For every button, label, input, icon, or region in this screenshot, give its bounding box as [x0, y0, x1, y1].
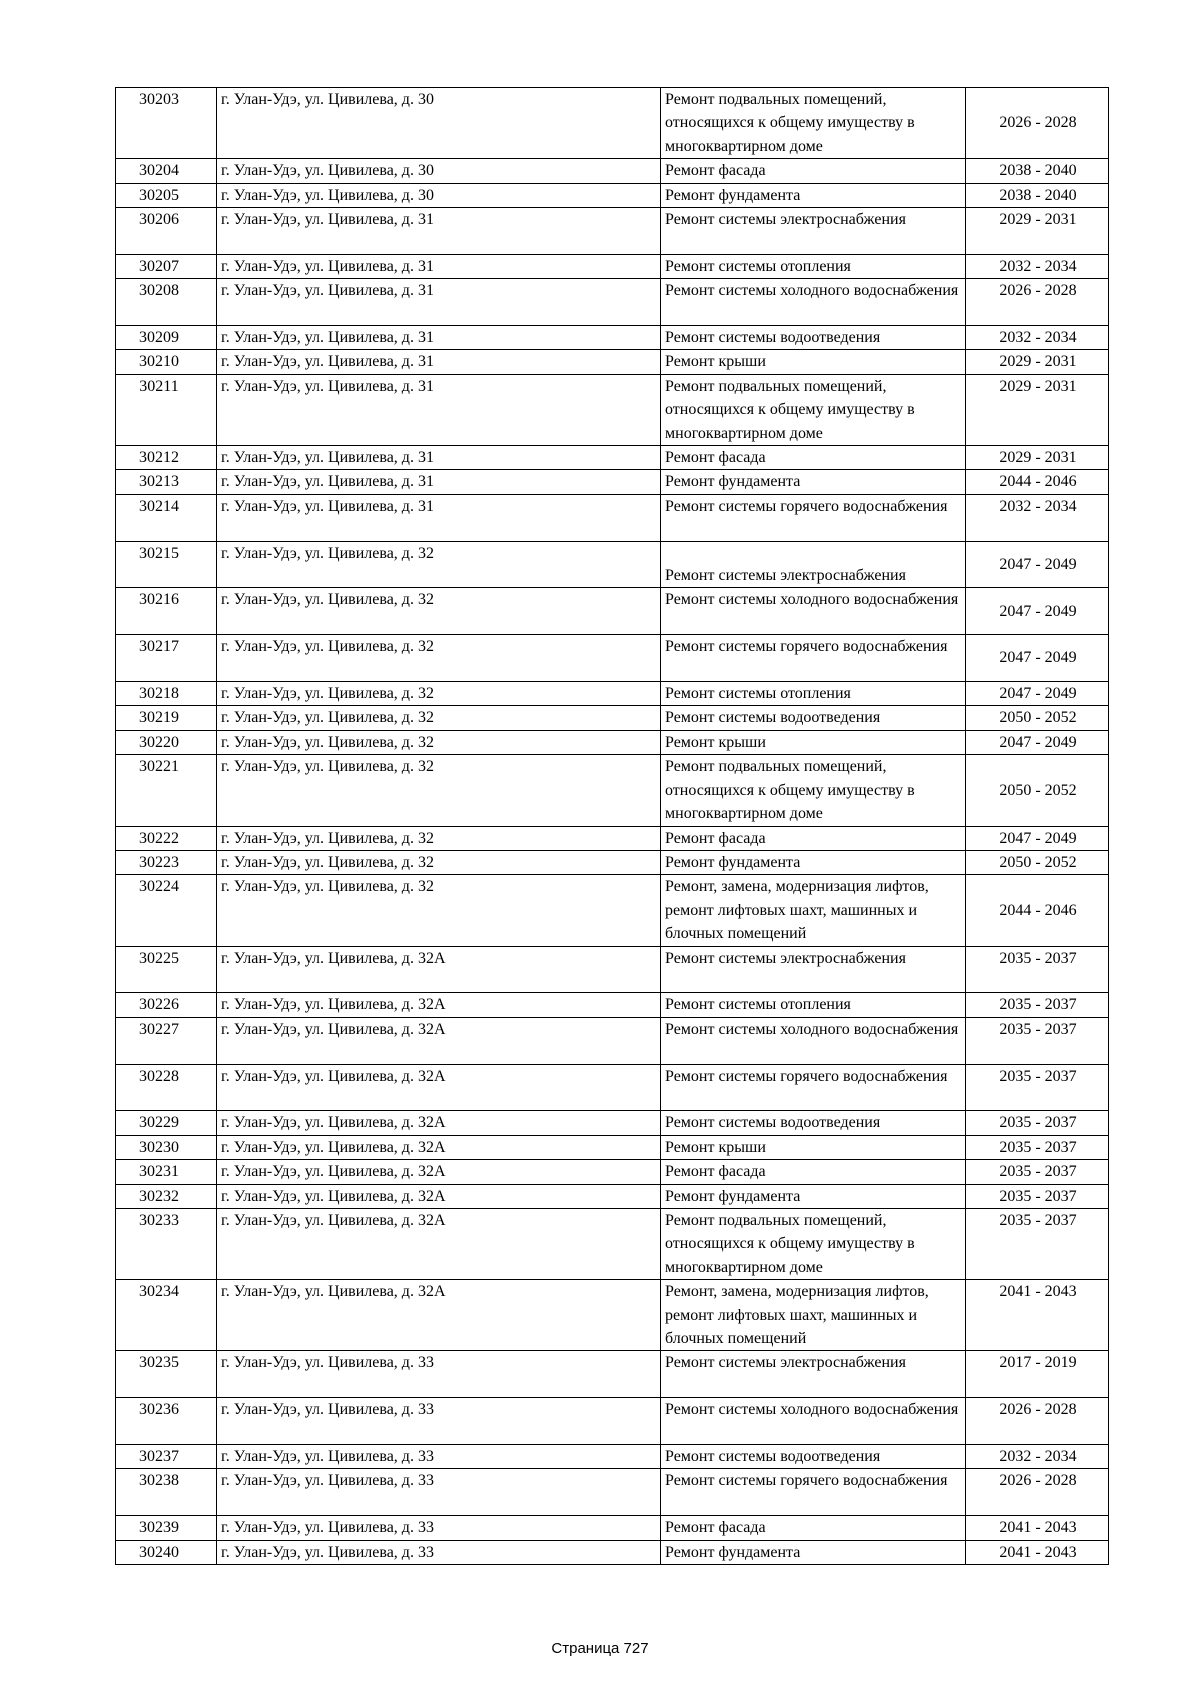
table-row [116, 326, 1109, 350]
work-type-cell: Ремонт системы горячего водоснабжения [661, 635, 966, 682]
period-cell: 2047 - 2049 [966, 730, 1109, 754]
work-type-cell: Ремонт системы горячего водоснабжения [661, 1064, 966, 1111]
work-type-cell: Ремонт фасада [661, 1160, 966, 1184]
table-row [116, 1208, 1109, 1279]
period-cell: 2041 - 2043 [966, 1516, 1109, 1540]
row-id-cell: 30226 [116, 993, 217, 1017]
row-id-cell: 30236 [116, 1398, 217, 1445]
address-cell: г. Улан-Удэ, ул. Цивилева, д. 32 [217, 682, 661, 706]
address-cell: г. Улан-Удэ, ул. Цивилева, д. 31 [217, 446, 661, 470]
period-cell: 2035 - 2037 [966, 993, 1109, 1017]
period-cell: 2044 - 2046 [966, 875, 1109, 946]
period-cell: 2029 - 2031 [966, 208, 1109, 255]
row-id-cell: 30222 [116, 826, 217, 850]
row-id-cell: 30229 [116, 1111, 217, 1135]
period-cell: 2047 - 2049 [966, 682, 1109, 706]
period-cell: 2050 - 2052 [966, 755, 1109, 826]
table-row [116, 706, 1109, 730]
address-cell: г. Улан-Удэ, ул. Цивилева, д. 32А [217, 1280, 661, 1351]
period-cell: 2026 - 2028 [966, 1398, 1109, 1445]
row-id-cell: 30211 [116, 374, 217, 445]
table-row [116, 183, 1109, 207]
table-row [116, 1111, 1109, 1135]
work-type-cell: Ремонт фундамента [661, 1184, 966, 1208]
table-body [116, 88, 1109, 1565]
row-id-cell: 30231 [116, 1160, 217, 1184]
table-row [116, 1469, 1109, 1516]
period-cell: 2032 - 2034 [966, 326, 1109, 350]
work-type-cell: Ремонт системы электроснабжения [661, 1351, 966, 1398]
address-cell: г. Улан-Удэ, ул. Цивилева, д. 30 [217, 88, 661, 159]
address-cell: г. Улан-Удэ, ул. Цивилева, д. 32 [217, 635, 661, 682]
period-cell: 2038 - 2040 [966, 159, 1109, 183]
work-type-cell: Ремонт подвальных помещений, относящихся к общему имуществу в многоквартирном доме [661, 1208, 966, 1279]
period-cell: 2029 - 2031 [966, 350, 1109, 374]
address-cell: г. Улан-Удэ, ул. Цивилева, д. 32А [217, 993, 661, 1017]
period-cell: 2035 - 2037 [966, 1111, 1109, 1135]
row-id-cell: 30233 [116, 1208, 217, 1279]
table-row [116, 1516, 1109, 1540]
work-type-cell: Ремонт фундамента [661, 1540, 966, 1564]
table-row [116, 254, 1109, 278]
row-id-cell: 30212 [116, 446, 217, 470]
work-type-cell: Ремонт, замена, модернизация лифтов, ремонт лифтовых шахт, машинных и блочных помещений [661, 875, 966, 946]
work-type-cell: Ремонт системы электроснабжения [661, 541, 966, 588]
row-id-cell: 30234 [116, 1280, 217, 1351]
work-type-cell: Ремонт системы холодного водоснабжения [661, 588, 966, 635]
address-cell: г. Улан-Удэ, ул. Цивилева, д. 33 [217, 1351, 661, 1398]
period-cell: 2035 - 2037 [966, 1017, 1109, 1064]
address-cell: г. Улан-Удэ, ул. Цивилева, д. 32А [217, 1135, 661, 1159]
period-cell: 2047 - 2049 [966, 541, 1109, 588]
table-row [116, 1135, 1109, 1159]
address-cell: г. Улан-Удэ, ул. Цивилева, д. 31 [217, 279, 661, 326]
row-id-cell: 30225 [116, 946, 217, 993]
row-id-cell: 30205 [116, 183, 217, 207]
table-row [116, 826, 1109, 850]
work-type-cell: Ремонт фундамента [661, 183, 966, 207]
table-row [116, 350, 1109, 374]
address-cell: г. Улан-Удэ, ул. Цивилева, д. 32 [217, 826, 661, 850]
work-type-cell: Ремонт фундамента [661, 850, 966, 874]
work-type-cell: Ремонт крыши [661, 730, 966, 754]
address-cell: г. Улан-Удэ, ул. Цивилева, д. 33 [217, 1540, 661, 1564]
row-id-cell: 30203 [116, 88, 217, 159]
address-cell: г. Улан-Удэ, ул. Цивилева, д. 32А [217, 1017, 661, 1064]
period-cell: 2041 - 2043 [966, 1280, 1109, 1351]
row-id-cell: 30220 [116, 730, 217, 754]
table-row [116, 1064, 1109, 1111]
work-type-cell: Ремонт подвальных помещений, относящихся к общему имуществу в многоквартирном доме [661, 755, 966, 826]
work-type-cell: Ремонт фасада [661, 826, 966, 850]
work-type-cell: Ремонт системы водоотведения [661, 1444, 966, 1468]
period-cell: 2035 - 2037 [966, 1184, 1109, 1208]
period-cell: 2041 - 2043 [966, 1540, 1109, 1564]
row-id-cell: 30214 [116, 494, 217, 541]
work-type-cell: Ремонт системы отопления [661, 254, 966, 278]
address-cell: г. Улан-Удэ, ул. Цивилева, д. 31 [217, 470, 661, 494]
row-id-cell: 30208 [116, 279, 217, 326]
period-cell: 2032 - 2034 [966, 254, 1109, 278]
period-cell: 2044 - 2046 [966, 470, 1109, 494]
table-row [116, 1160, 1109, 1184]
page-number: Страница 727 [551, 1640, 649, 1657]
row-id-cell: 30227 [116, 1017, 217, 1064]
work-type-cell: Ремонт системы электроснабжения [661, 208, 966, 255]
period-cell: 2035 - 2037 [966, 1064, 1109, 1111]
work-type-cell: Ремонт системы водоотведения [661, 1111, 966, 1135]
row-id-cell: 30223 [116, 850, 217, 874]
work-type-cell: Ремонт системы горячего водоснабжения [661, 494, 966, 541]
address-cell: г. Улан-Удэ, ул. Цивилева, д. 30 [217, 183, 661, 207]
work-type-cell: Ремонт фундамента [661, 470, 966, 494]
work-type-cell: Ремонт системы горячего водоснабжения [661, 1469, 966, 1516]
work-type-cell: Ремонт фасада [661, 159, 966, 183]
table-row [116, 635, 1109, 682]
row-id-cell: 30237 [116, 1444, 217, 1468]
period-cell: 2035 - 2037 [966, 1208, 1109, 1279]
work-type-cell: Ремонт системы отопления [661, 993, 966, 1017]
address-cell: г. Улан-Удэ, ул. Цивилева, д. 32 [217, 730, 661, 754]
table-row [116, 279, 1109, 326]
work-type-cell: Ремонт фасада [661, 1516, 966, 1540]
address-cell: г. Улан-Удэ, ул. Цивилева, д. 31 [217, 254, 661, 278]
address-cell: г. Улан-Удэ, ул. Цивилева, д. 32 [217, 755, 661, 826]
table-row [116, 208, 1109, 255]
work-type-cell: Ремонт системы холодного водоснабжения [661, 1398, 966, 1445]
address-cell: г. Улан-Удэ, ул. Цивилева, д. 33 [217, 1469, 661, 1516]
work-type-cell: Ремонт подвальных помещений, относящихся к общему имуществу в многоквартирном доме [661, 88, 966, 159]
address-cell: г. Улан-Удэ, ул. Цивилева, д. 32А [217, 1184, 661, 1208]
address-cell: г. Улан-Удэ, ул. Цивилева, д. 32 [217, 875, 661, 946]
work-type-cell: Ремонт фасада [661, 446, 966, 470]
row-id-cell: 30209 [116, 326, 217, 350]
row-id-cell: 30207 [116, 254, 217, 278]
period-cell: 2026 - 2028 [966, 88, 1109, 159]
row-id-cell: 30204 [116, 159, 217, 183]
address-cell: г. Улан-Удэ, ул. Цивилева, д. 31 [217, 350, 661, 374]
row-id-cell: 30239 [116, 1516, 217, 1540]
table-row [116, 446, 1109, 470]
table-row [116, 470, 1109, 494]
row-id-cell: 30235 [116, 1351, 217, 1398]
work-type-cell: Ремонт, замена, модернизация лифтов, ремонт лифтовых шахт, машинных и блочных помещений [661, 1280, 966, 1351]
table-row [116, 946, 1109, 993]
address-cell: г. Улан-Удэ, ул. Цивилева, д. 32 [217, 850, 661, 874]
row-id-cell: 30240 [116, 1540, 217, 1564]
address-cell: г. Улан-Удэ, ул. Цивилева, д. 31 [217, 494, 661, 541]
period-cell: 2017 - 2019 [966, 1351, 1109, 1398]
row-id-cell: 30238 [116, 1469, 217, 1516]
table-row [116, 1398, 1109, 1445]
table-row [116, 541, 1109, 588]
period-cell: 2050 - 2052 [966, 706, 1109, 730]
repair-schedule-table [115, 87, 1109, 1565]
work-type-cell: Ремонт подвальных помещений, относящихся к общему имуществу в многоквартирном доме [661, 374, 966, 445]
address-cell: г. Улан-Удэ, ул. Цивилева, д. 32А [217, 1208, 661, 1279]
period-cell: 2047 - 2049 [966, 635, 1109, 682]
address-cell: г. Улан-Удэ, ул. Цивилева, д. 33 [217, 1444, 661, 1468]
table-row [116, 1351, 1109, 1398]
address-cell: г. Улан-Удэ, ул. Цивилева, д. 32А [217, 1111, 661, 1135]
table-row [116, 1017, 1109, 1064]
row-id-cell: 30210 [116, 350, 217, 374]
address-cell: г. Улан-Удэ, ул. Цивилева, д. 32А [217, 946, 661, 993]
address-cell: г. Улан-Удэ, ул. Цивилева, д. 31 [217, 208, 661, 255]
period-cell: 2029 - 2031 [966, 374, 1109, 445]
table-row [116, 850, 1109, 874]
address-cell: г. Улан-Удэ, ул. Цивилева, д. 31 [217, 326, 661, 350]
address-cell: г. Улан-Удэ, ул. Цивилева, д. 32А [217, 1064, 661, 1111]
address-cell: г. Улан-Удэ, ул. Цивилева, д. 32А [217, 1160, 661, 1184]
work-type-cell: Ремонт системы электроснабжения [661, 946, 966, 993]
row-id-cell: 30224 [116, 875, 217, 946]
table-row [116, 875, 1109, 946]
address-cell: г. Улан-Удэ, ул. Цивилева, д. 31 [217, 374, 661, 445]
work-type-cell: Ремонт системы отопления [661, 682, 966, 706]
address-cell: г. Улан-Удэ, ул. Цивилева, д. 32 [217, 588, 661, 635]
row-id-cell: 30230 [116, 1135, 217, 1159]
table-row [116, 682, 1109, 706]
period-cell: 2026 - 2028 [966, 1469, 1109, 1516]
period-cell: 2050 - 2052 [966, 850, 1109, 874]
table-row [116, 755, 1109, 826]
row-id-cell: 30217 [116, 635, 217, 682]
table-row [116, 993, 1109, 1017]
period-cell: 2035 - 2037 [966, 1160, 1109, 1184]
period-cell: 2032 - 2034 [966, 1444, 1109, 1468]
period-cell: 2047 - 2049 [966, 826, 1109, 850]
work-type-cell: Ремонт крыши [661, 350, 966, 374]
row-id-cell: 30232 [116, 1184, 217, 1208]
period-cell: 2029 - 2031 [966, 446, 1109, 470]
address-cell: г. Улан-Удэ, ул. Цивилева, д. 32 [217, 706, 661, 730]
address-cell: г. Улан-Удэ, ул. Цивилева, д. 33 [217, 1398, 661, 1445]
period-cell: 2035 - 2037 [966, 1135, 1109, 1159]
period-cell: 2026 - 2028 [966, 279, 1109, 326]
row-id-cell: 30213 [116, 470, 217, 494]
row-id-cell: 30216 [116, 588, 217, 635]
table-row [116, 588, 1109, 635]
table-row [116, 1540, 1109, 1564]
table-row [116, 159, 1109, 183]
row-id-cell: 30228 [116, 1064, 217, 1111]
address-cell: г. Улан-Удэ, ул. Цивилева, д. 32 [217, 541, 661, 588]
row-id-cell: 30218 [116, 682, 217, 706]
table-row [116, 88, 1109, 159]
row-id-cell: 30206 [116, 208, 217, 255]
table-row [116, 494, 1109, 541]
table-row [116, 1280, 1109, 1351]
period-cell: 2032 - 2034 [966, 494, 1109, 541]
address-cell: г. Улан-Удэ, ул. Цивилева, д. 30 [217, 159, 661, 183]
address-cell: г. Улан-Удэ, ул. Цивилева, д. 33 [217, 1516, 661, 1540]
table-row [116, 1184, 1109, 1208]
row-id-cell: 30221 [116, 755, 217, 826]
work-type-cell: Ремонт системы водоотведения [661, 326, 966, 350]
row-id-cell: 30219 [116, 706, 217, 730]
table-row [116, 730, 1109, 754]
period-cell: 2047 - 2049 [966, 588, 1109, 635]
work-type-cell: Ремонт системы холодного водоснабжения [661, 279, 966, 326]
work-type-cell: Ремонт системы водоотведения [661, 706, 966, 730]
table-row [116, 1444, 1109, 1468]
work-type-cell: Ремонт крыши [661, 1135, 966, 1159]
row-id-cell: 30215 [116, 541, 217, 588]
work-type-cell: Ремонт системы холодного водоснабжения [661, 1017, 966, 1064]
period-cell: 2038 - 2040 [966, 183, 1109, 207]
table-row [116, 374, 1109, 445]
period-cell: 2035 - 2037 [966, 946, 1109, 993]
